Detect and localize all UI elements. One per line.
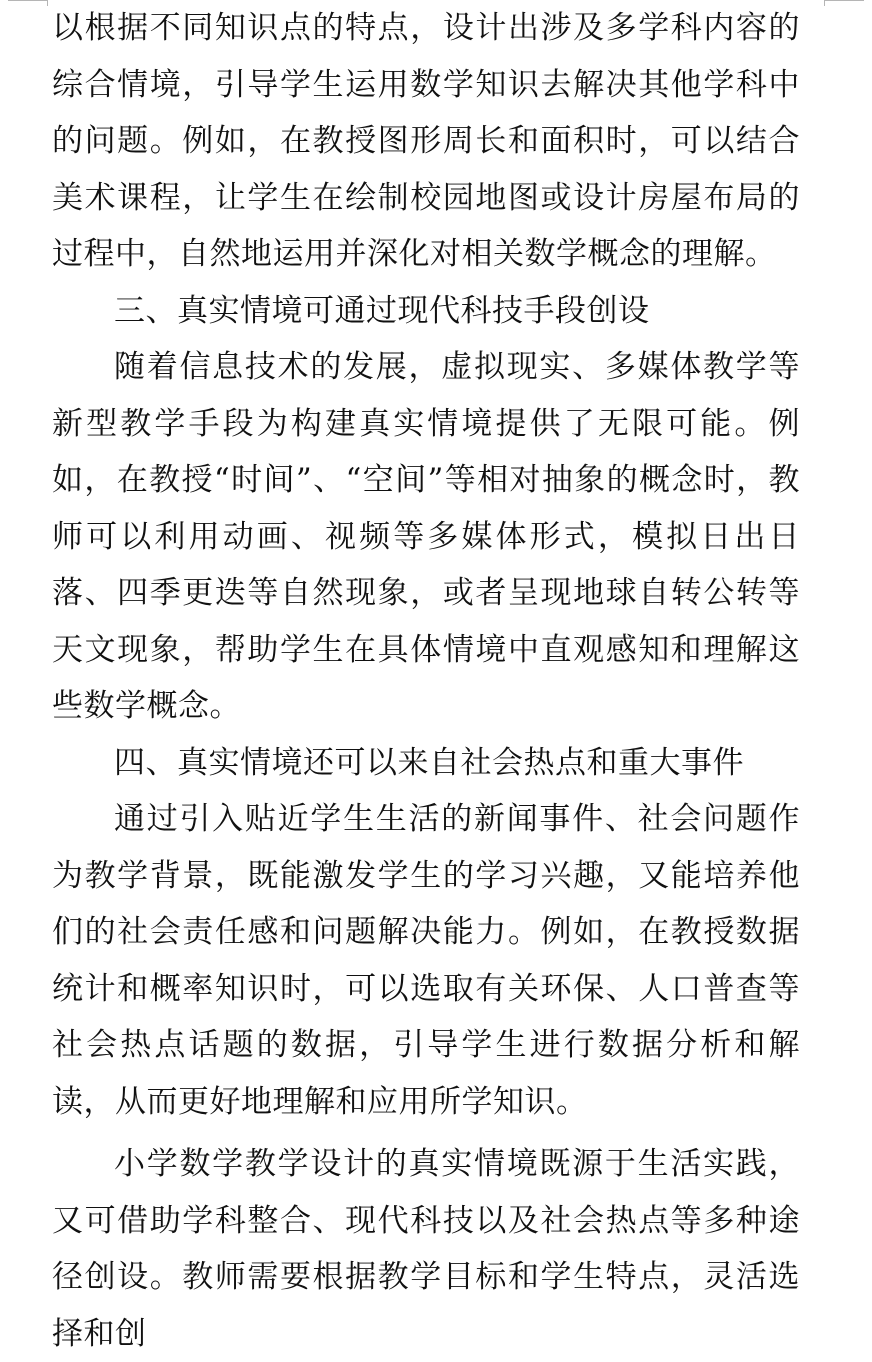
section-heading-4: 四、真实情境还可以来自社会热点和重大事件 (114, 744, 744, 781)
section-heading-3: 三、真实情境可通过现代科技手段创设 (114, 292, 650, 329)
paragraph-interdisciplinary-continued: 以根据不同知识点的特点，设计出涉及多学科内容的综合情境，引导学生运用数学知识去解决其他学科中的问题。例如，在教授图形周长和面积时，可以结合美术课程，让学生在绘制校园地图或设计房屋布局的过程中，自然地运用并深化对相关数学概念的理解。 (52, 10, 800, 272)
document-body (52, 0, 800, 1362)
paragraph-technology: 随着信息技术的发展，虚拟现实、多媒体教学等新型教学手段为构建真实情境提供了无限可能。例如，在教授“时间”、“空间”等相对抽象的概念时，教师可以利用动画、视频等多媒体形式，模拟日出日落、四季更迭等自然现象，或者呈现地球自转公转等天文现象，帮助学生在具体情境中直观感知和理解这些数学概念。 (52, 349, 800, 724)
page-corner-mark-left (8, 0, 48, 3)
paragraph-social-hotspots: 通过引入贴近学生生活的新闻事件、社会问题作为教学背景，既能激发学生的学习兴趣，又能培养他们的社会责任感和问题解决能力。例如，在教授数据统计和概率知识时，可以选取有关环保、人口普查等社会热点话题的数据，引导学生进行数据分析和解读，从而更好地理解和应用所学知识。 (52, 801, 800, 1120)
paragraph-conclusion: 小学数学教学设计的真实情境既源于生活实践，又可借助学科整合、现代科技以及社会热点等多种途径创设。教师需要根据教学目标和学生特点，灵活选择和创 (52, 1146, 800, 1352)
page-corner-mark-right (824, 0, 864, 3)
